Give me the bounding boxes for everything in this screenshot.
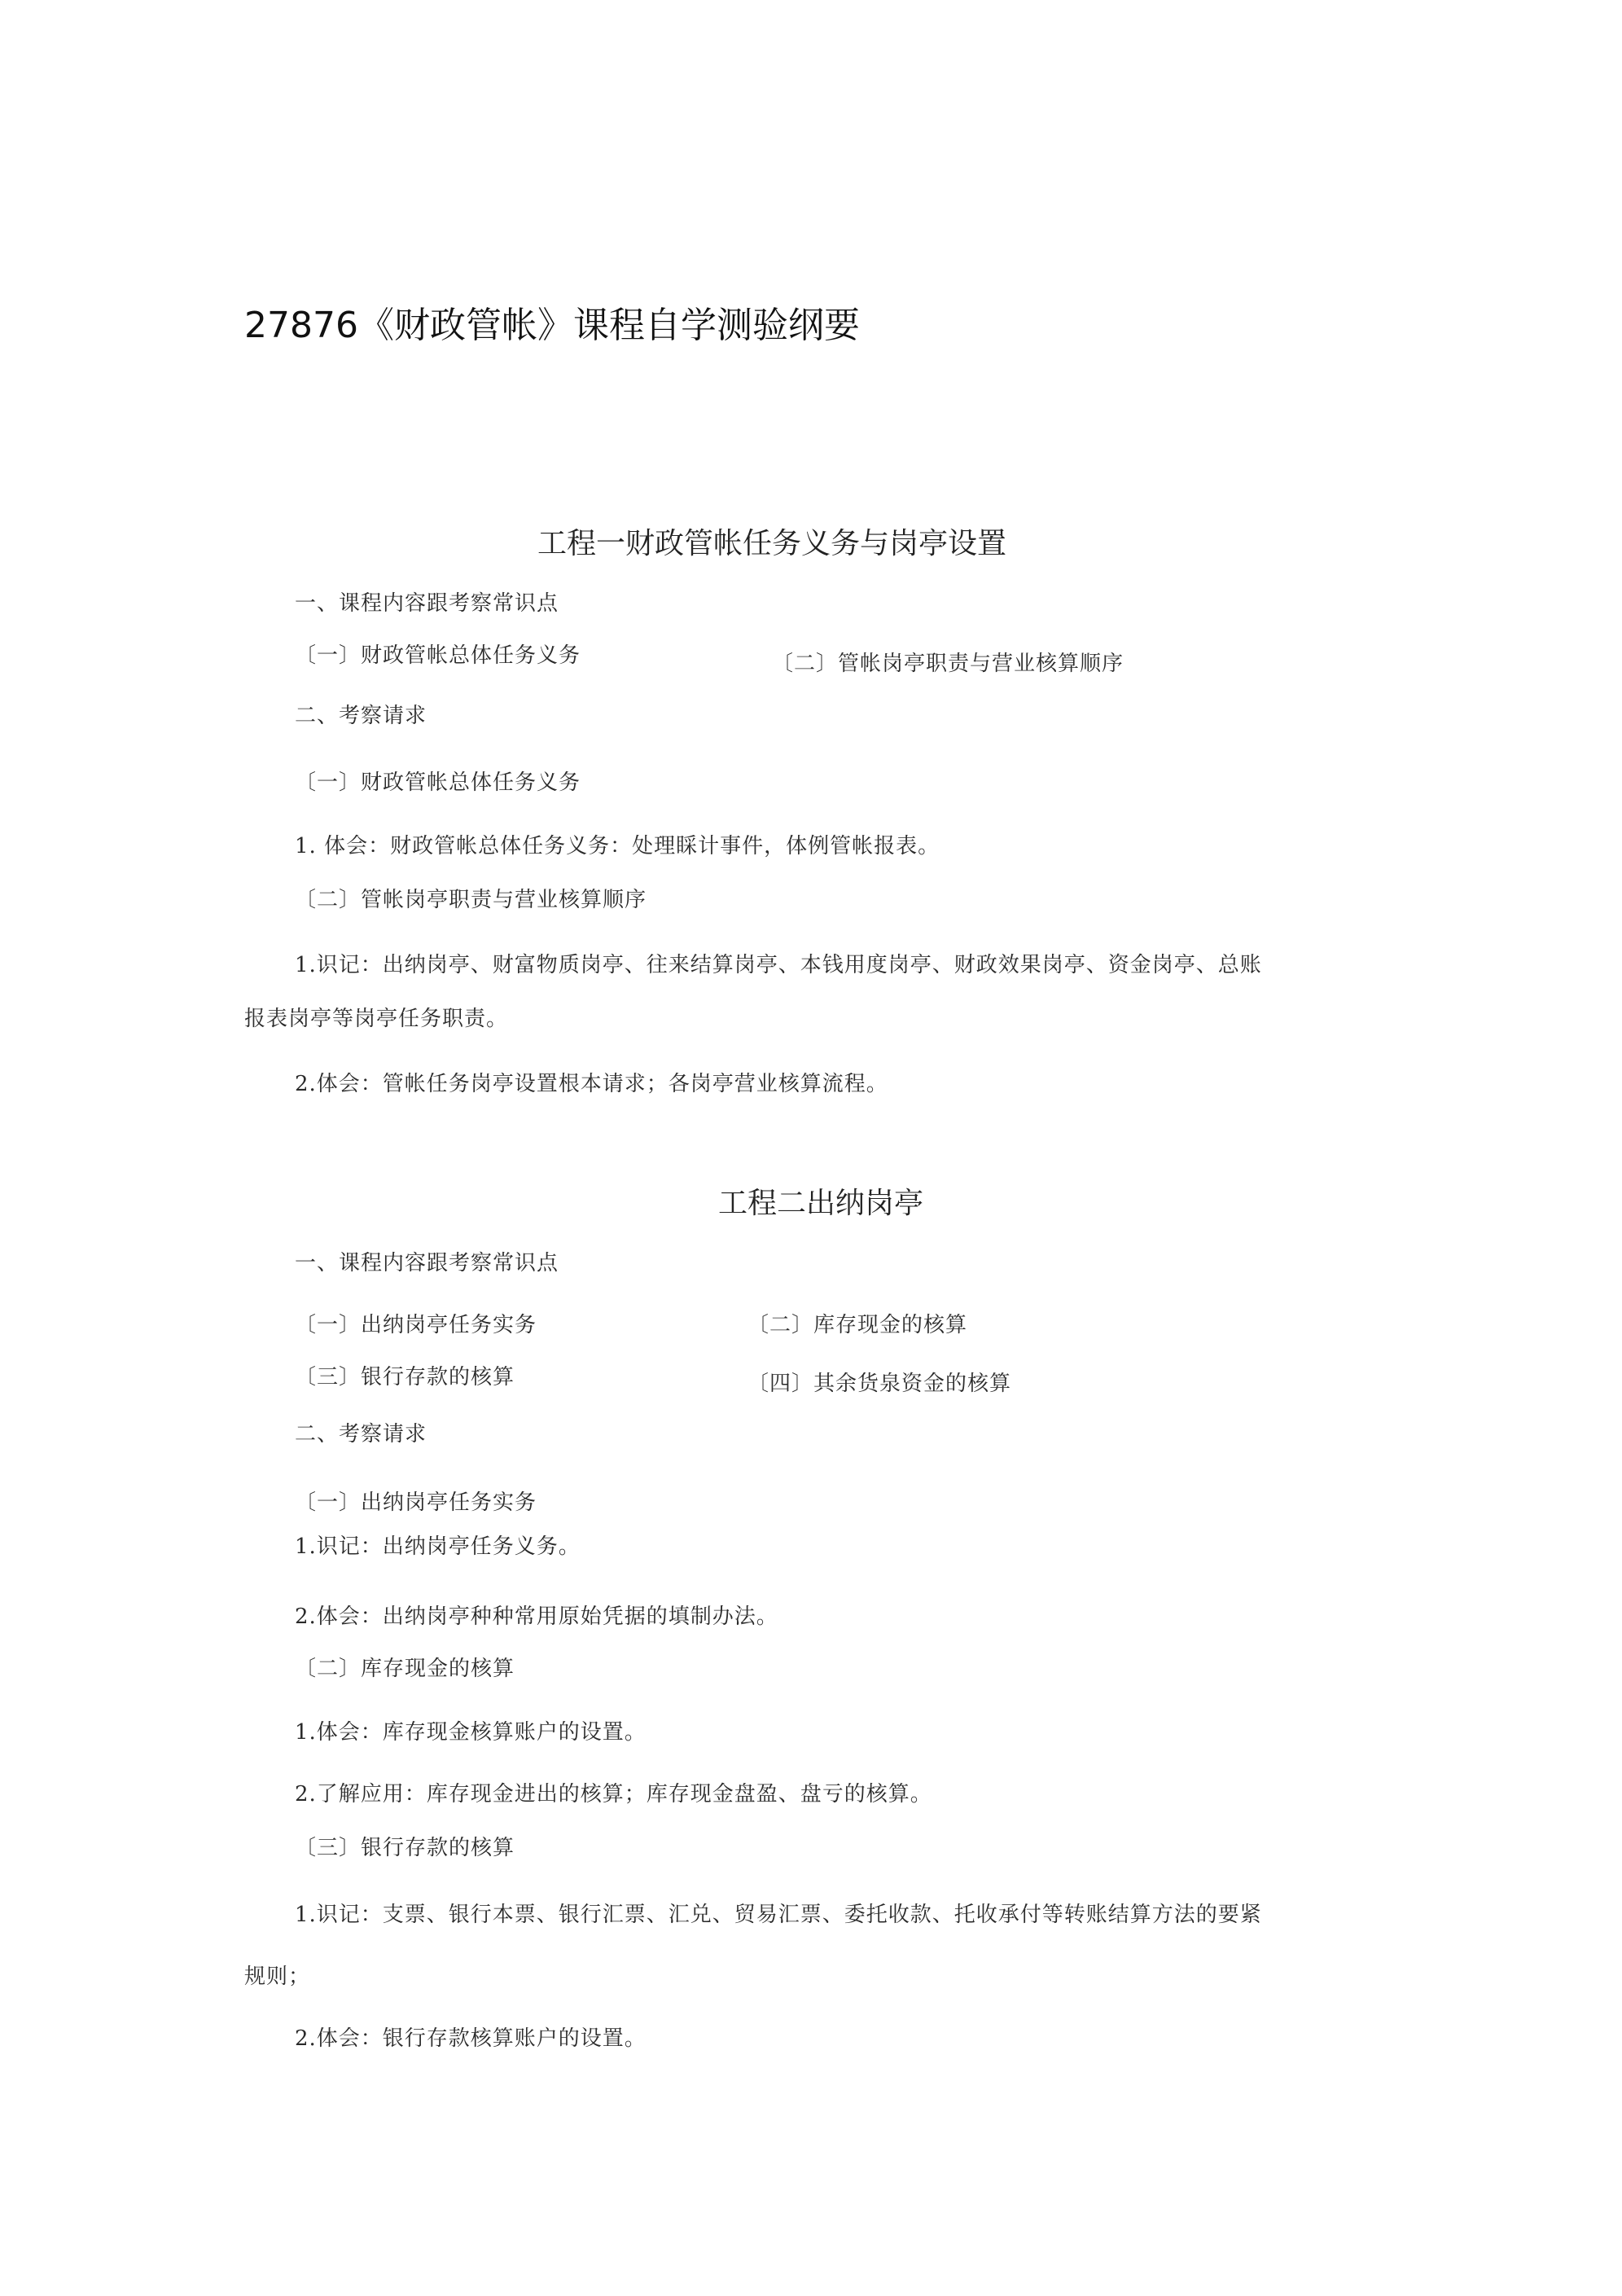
project2-content-item: 〔一〕出纳岗亭任务实务: [295, 1313, 537, 1337]
project1-content-heading: 一、课程内容跟考察常识点: [295, 591, 559, 616]
project2-content-heading: 一、课程内容跟考察常识点: [295, 1251, 559, 1275]
project1-req1-heading: 〔一〕财政管帐总体任务义务: [295, 770, 581, 795]
project1-content-item: 〔一〕财政管帐总体任务义务: [295, 643, 581, 668]
project2-title: 工程二出纳岗亭: [718, 1187, 924, 1220]
project2-content-item: 〔三〕银行存款的核算: [295, 1365, 515, 1389]
project2-req2-paragraph: 2.了解应用：库存现金进出的核算；库存现金盘盈、盘亏的核算。: [295, 1782, 932, 1807]
project2-content-item: 〔四〕其余货泉资金的核算: [747, 1372, 1012, 1396]
project1-req2-paragraph: 2.体会：管帐任务岗亭设置根本请求；各岗亭营业核算流程。: [295, 1072, 888, 1096]
project1-req2-heading: 〔二〕管帐岗亭职责与营业核算顺序: [295, 888, 647, 912]
project1-req1-paragraph: 1. 体会：财政管帐总体任务义务：处理睬计事件，体例管帐报表。: [295, 834, 940, 858]
project2-req1-paragraph: 2.体会：出纳岗亭种种常用原始凭据的填制办法。: [295, 1605, 778, 1629]
project2-req3-paragraph-line: 规则；: [244, 1965, 311, 1989]
project2-content-item: 〔二〕库存现金的核算: [747, 1313, 968, 1337]
project2-req1-heading: 〔一〕出纳岗亭任务实务: [295, 1490, 537, 1515]
project2-requirements-heading: 二、考察请求: [295, 1422, 427, 1447]
project1-content-item: 〔二〕管帐岗亭职责与营业核算顺序: [772, 652, 1124, 676]
project2-req3-paragraph-line: 1.识记：支票、银行本票、银行汇票、汇兑、贸易汇票、委托收款、托收承付等转账结算方法的要紧: [295, 1903, 1262, 1927]
project2-req1-paragraph: 1.识记：出纳岗亭任务义务。: [295, 1534, 581, 1559]
project2-req3-heading: 〔三〕银行存款的核算: [295, 1836, 515, 1860]
project1-req2-paragraph-line: 1.识记：出纳岗亭、财富物质岗亭、往来结算岗亭、本钱用度岗亭、财政效果岗亭、资金岗亭、总账: [295, 953, 1262, 977]
project1-title: 工程一财政管帐任务义务与岗亭设置: [537, 527, 1007, 560]
document-title: 27876《财政管帐》课程自学测验纲要: [244, 305, 860, 346]
project2-req2-heading: 〔二〕库存现金的核算: [295, 1657, 515, 1681]
project2-req2-paragraph: 1.体会：库存现金核算账户的设置。: [295, 1720, 647, 1745]
project2-req3-paragraph: 2.体会：银行存款核算账户的设置。: [295, 2026, 647, 2051]
project1-requirements-heading: 二、考察请求: [295, 704, 427, 728]
project1-req2-paragraph-line: 报表岗亭等岗亭任务职责。: [244, 1007, 509, 1031]
